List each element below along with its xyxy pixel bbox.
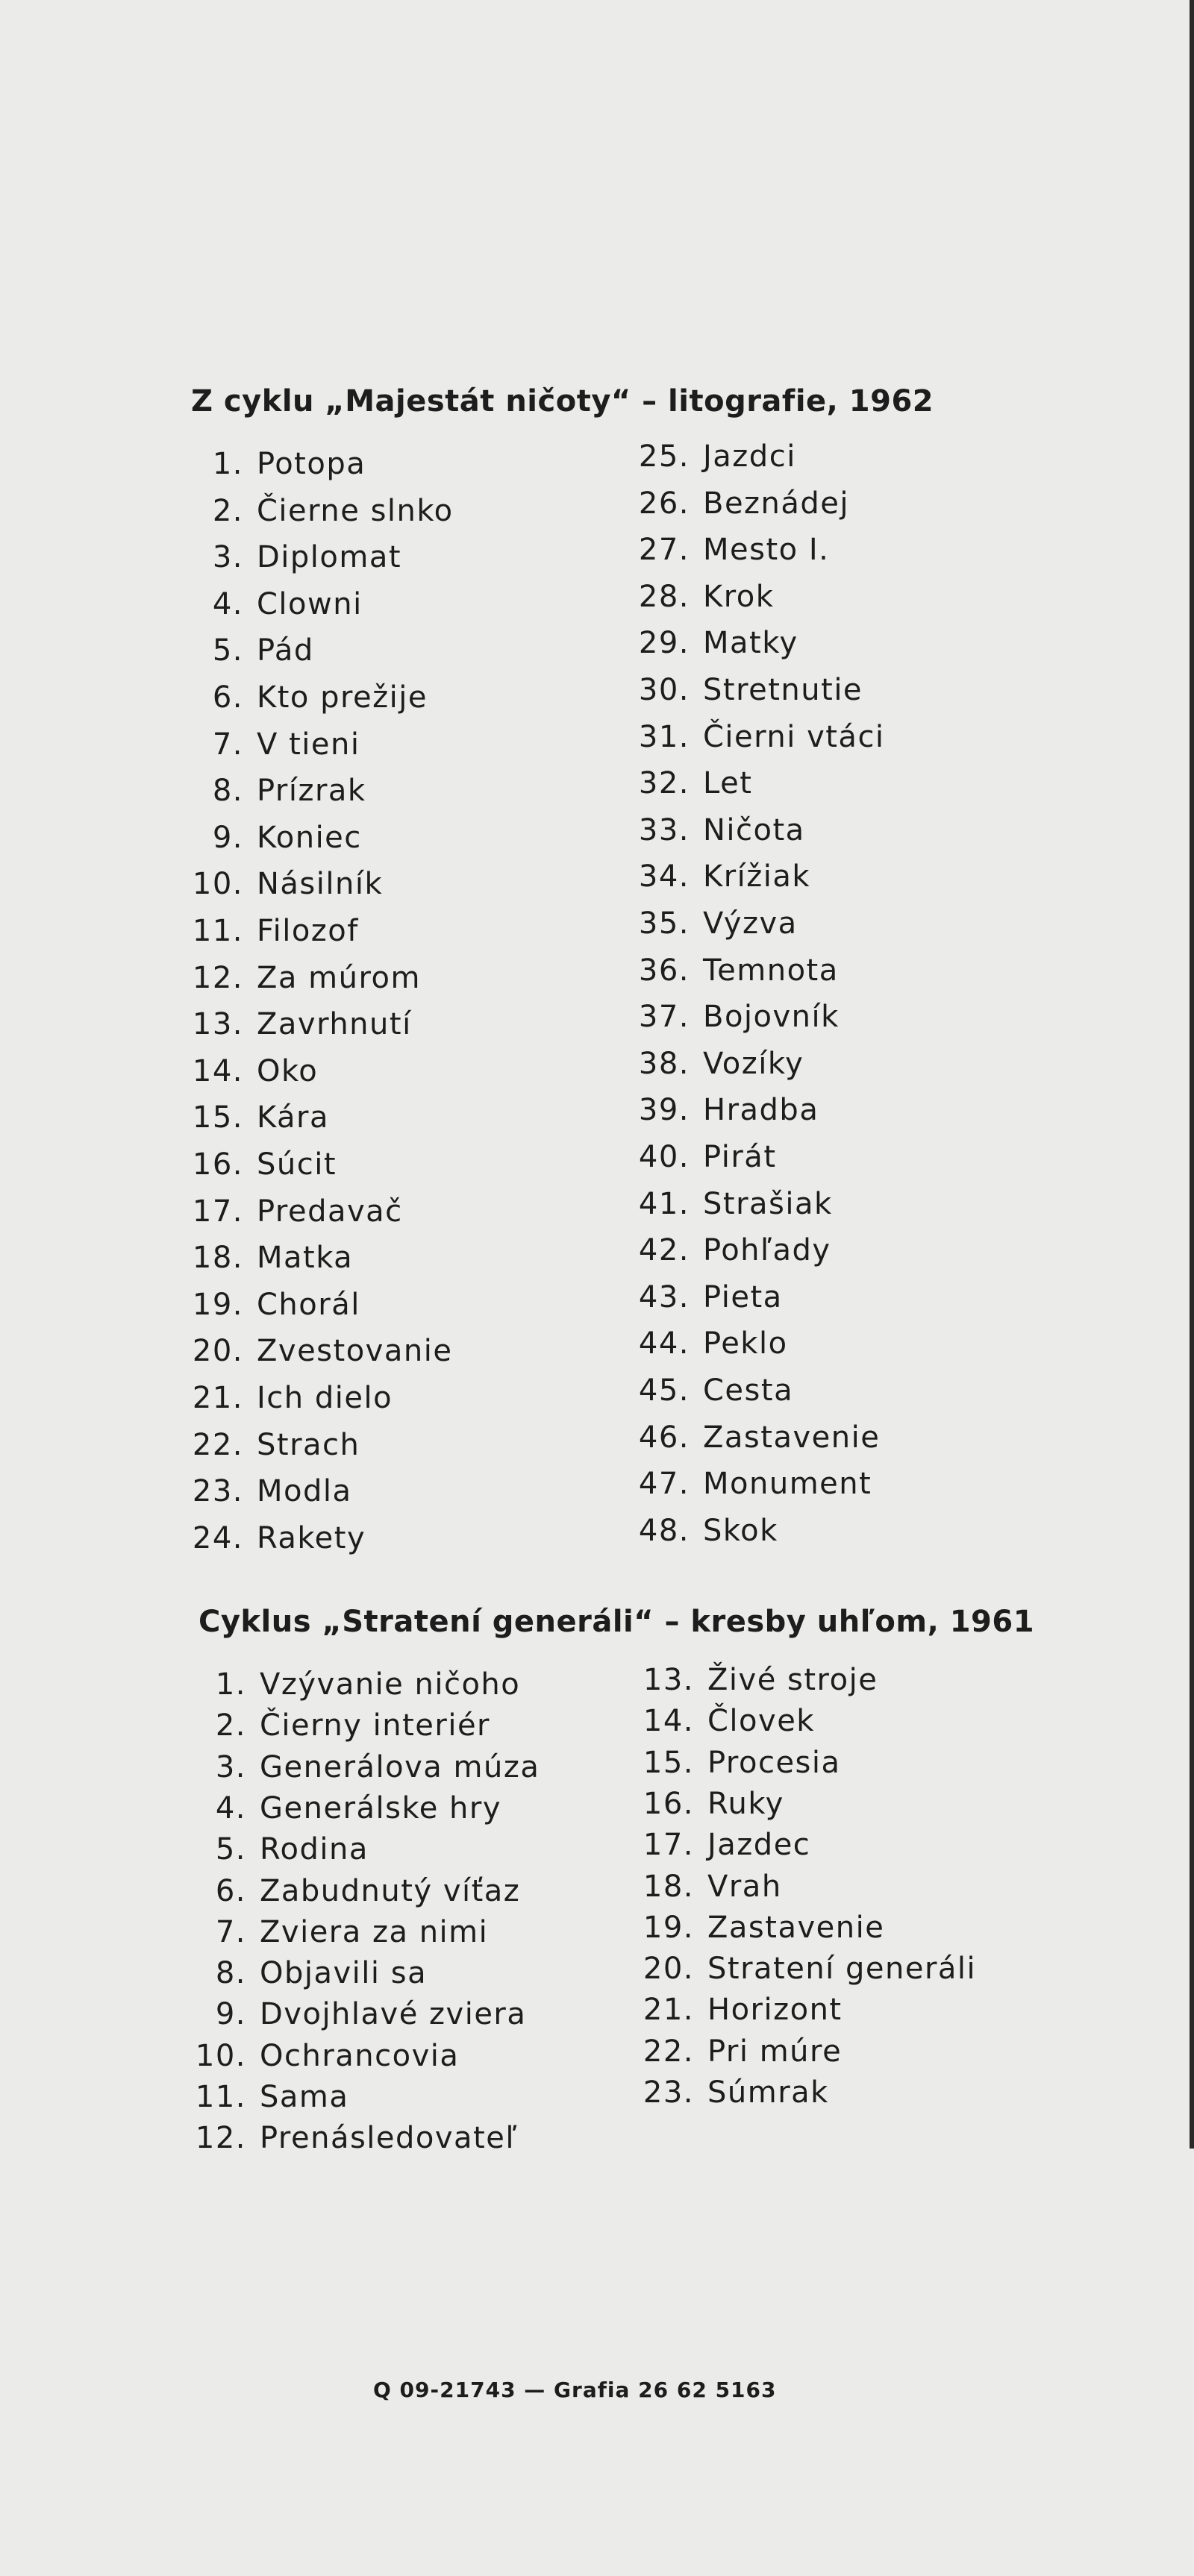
list-item [188,1832,369,1867]
item-number: 20. [192,1334,243,1369]
item-number: 41. [638,1186,690,1221]
item-number: 6. [212,680,243,715]
item-number: 17. [643,1828,694,1863]
item-title: Súcit [257,1147,337,1182]
list-item [187,1007,412,1042]
item-number: 2. [215,1708,246,1743]
list-item [633,486,850,521]
item-number: 15. [643,1745,694,1780]
list-item [187,1241,354,1276]
list-item [633,439,796,474]
item-title: Pirát [703,1140,777,1174]
list-item [633,1373,794,1408]
item-number: 9. [212,820,243,855]
item-number: 40. [638,1140,690,1174]
item-number: 3. [215,1749,246,1784]
page-edge-shadow [1190,0,1194,2149]
list-item [187,680,428,715]
list-item [187,1383,393,1413]
item-title: Zastavenie [707,1910,885,1945]
item-number: 13. [643,1663,694,1697]
list-item [187,1147,337,1182]
item-number: 8. [215,1956,246,1991]
item-title: Zastavenie [703,1420,881,1455]
item-title: Jazdec [707,1828,811,1863]
item-number: 5. [215,1832,246,1867]
item-number: 34. [638,859,690,894]
item-title: Čierny interiér [260,1708,491,1743]
item-number: 38. [638,1046,690,1081]
item-title: Filozof [257,914,359,948]
item-title: Rakety [257,1520,366,1555]
item-number: 35. [638,906,690,941]
item-title: Horizont [707,1993,843,2028]
item-number: 10. [192,867,243,902]
list-item [633,906,798,941]
list-item [633,579,775,614]
list-item [633,859,811,894]
list-item [187,1334,453,1369]
item-title: Bojovník [703,1000,840,1035]
item-number: 36. [638,953,690,988]
list-item [633,533,830,568]
item-number: 9. [215,1997,246,2032]
item-number: 7. [212,727,243,762]
item-number: 12. [192,960,243,995]
item-title: Prízrak [257,774,366,809]
item-title: Objavili sa [260,1956,428,1991]
item-title: Diplomat [257,540,402,575]
item-title: Stratení generáli [707,1952,977,1987]
item-number: 22. [643,2034,694,2069]
list-item [188,1667,521,1702]
item-number: 15. [192,1100,243,1135]
list-item [187,727,360,762]
list-item [636,1786,784,1821]
list-item [187,540,402,575]
item-title: Živé stroje [707,1663,878,1697]
list-item [187,1053,319,1088]
item-title: Za múrom [257,960,421,995]
item-number: 21. [643,1993,694,2028]
section-heading-lithographs: Z cyklu „Majestát ničoty“ – litografie, 1962 [191,384,934,419]
item-title: Potopa [257,447,366,481]
item-title: Peklo [703,1326,788,1361]
item-title: Vrah [707,1869,782,1904]
item-title: Generálova múza [260,1749,540,1784]
item-number: 12. [195,2121,246,2156]
item-number: 11. [192,914,243,948]
item-title: Predavač [257,1194,403,1229]
list-item [187,1520,366,1555]
item-title: Výzva [703,906,798,941]
item-number: 33. [638,812,690,847]
list-item [633,1326,788,1361]
item-title: Cesta [703,1373,794,1408]
list-item [188,1956,428,1991]
list-item [633,675,863,705]
item-title: Matky [703,626,798,661]
item-number: 1. [215,1667,246,1702]
item-number: 39. [638,1093,690,1128]
item-title: Pád [257,633,314,668]
list-item [636,1745,841,1780]
item-title: Súmrak [707,2075,829,2110]
item-number: 1. [212,447,243,481]
item-title: Pri múre [707,2034,843,2069]
item-title: Násilník [257,867,384,902]
list-item [633,1279,783,1314]
list-item [633,1142,777,1172]
item-title: Matka [257,1241,354,1276]
item-title: Zviera za nimi [260,1914,489,1949]
item-title: Modla [257,1474,352,1509]
item-number: 14. [643,1704,694,1739]
item-number: 32. [638,766,690,801]
item-title: Zabudnutý víťaz [260,1873,521,1908]
list-item [187,1427,360,1462]
item-number: 29. [638,626,690,661]
list-item [633,1046,804,1081]
item-number: 44. [638,1326,690,1361]
list-item [187,1287,360,1322]
item-number: 23. [643,2075,694,2110]
list-item [188,1873,521,1908]
list-item [633,953,839,988]
item-title: Človek [707,1704,815,1739]
item-title: Clowni [257,586,363,621]
list-item [636,1869,782,1904]
item-title: Dvojhlavé zviera [260,1997,527,2032]
item-title: Čierne slnko [257,493,454,528]
item-title: Strach [257,1427,360,1462]
item-title: Pieta [703,1279,783,1314]
list-item [636,1910,885,1945]
list-item [188,2082,348,2112]
list-item [188,2038,460,2073]
item-title: Ich dielo [257,1381,393,1415]
list-item [187,586,363,621]
item-title: Ochrancovia [260,2038,460,2073]
item-number: 37. [638,1000,690,1035]
item-number: 4. [215,1790,246,1826]
list-item [187,449,366,479]
item-number: 3. [212,540,243,575]
item-title: Jazdci [703,439,796,474]
item-title: Zvestovanie [257,1334,453,1369]
list-item [187,493,454,528]
item-title: Prenásledovateľ [260,2121,518,2156]
item-number: 7. [215,1914,246,1949]
item-number: 20. [643,1952,694,1987]
list-item [633,1186,833,1221]
item-title: Hradba [703,1093,819,1128]
list-item [633,1513,778,1548]
item-number: 13. [192,1007,243,1042]
item-title: Procesia [707,1745,841,1780]
item-title: Skok [703,1513,778,1548]
item-number: 16. [192,1147,243,1182]
list-item [187,916,359,946]
item-number: 47. [638,1467,690,1502]
item-number: 19. [643,1910,694,1945]
list-item [633,626,798,661]
item-title: Temnota [703,953,839,988]
item-title: Krok [703,579,775,614]
list-item [633,719,885,754]
item-number: 6. [215,1873,246,1908]
list-item [633,1467,872,1502]
item-number: 4. [212,586,243,621]
item-title: Sama [260,2080,349,2114]
item-number: 31. [638,719,690,754]
item-title: Kára [257,1100,329,1135]
item-number: 18. [643,1869,694,1904]
item-title: Strašiak [703,1186,833,1221]
item-title: Stretnutie [703,673,863,707]
item-number: 2. [212,493,243,528]
list-item [636,2034,843,2069]
item-number: 30. [638,673,690,707]
item-title: Krížiak [703,859,811,894]
item-title: Mesto I. [703,533,830,568]
list-item [187,1474,352,1509]
list-item [636,2075,829,2110]
item-title: Koniec [257,820,362,855]
item-title: Kto prežije [257,680,428,715]
list-item [636,1993,843,2028]
list-item [187,820,362,855]
list-item [636,1828,811,1863]
item-title: Vzývanie ničoho [260,1667,521,1702]
section-heading-charcoal-drawings: Cyklus „Stratení generáli“ – kresby uhľom, 1961 [199,1605,1035,1639]
list-item [633,1233,831,1268]
item-number: 43. [638,1279,690,1314]
list-item [187,1194,403,1229]
item-title: Vozíky [703,1046,804,1081]
item-number: 21. [192,1381,243,1415]
item-number: 48. [638,1513,690,1548]
list-item [636,1665,878,1695]
list-item [188,1749,540,1784]
item-number: 46. [638,1420,690,1455]
item-number: 22. [192,1427,243,1462]
item-title: Zavrhnutí [257,1007,412,1042]
item-title: V tieni [257,727,360,762]
item-number: 45. [638,1373,690,1408]
list-item [187,960,421,995]
item-number: 14. [192,1053,243,1088]
item-title: Ruky [707,1786,784,1821]
list-item [188,1997,527,2032]
item-number: 28. [638,579,690,614]
item-number: 24. [192,1520,243,1555]
list-item [633,766,753,801]
list-item [636,1952,977,1987]
item-number: 8. [212,774,243,809]
item-title: Pohľady [703,1233,831,1268]
item-title: Monument [703,1467,872,1502]
list-item [188,1790,502,1826]
list-item [187,1100,329,1135]
item-number: 16. [643,1786,694,1821]
item-title: Čierni vtáci [703,719,885,754]
item-title: Chorál [257,1287,360,1322]
item-title: Beznádej [703,486,850,521]
item-number: 25. [638,439,690,474]
list-item [187,774,366,809]
print-code-footer: Q 09-21743 — Grafia 26 62 5163 [373,2378,777,2402]
item-title: Generálske hry [260,1790,502,1826]
item-title: Let [703,766,753,801]
item-number: 19. [192,1287,243,1322]
item-number: 42. [638,1233,690,1268]
item-number: 5. [212,633,243,668]
list-item [633,1000,840,1035]
list-item [188,1914,489,1949]
list-item [187,633,314,668]
item-number: 18. [192,1241,243,1276]
list-item [633,1420,881,1455]
item-number: 26. [638,486,690,521]
item-title: Ničota [703,812,805,847]
list-item [633,812,805,847]
item-number: 17. [192,1194,243,1229]
list-item [636,1704,815,1739]
item-number: 27. [638,533,690,568]
item-number: 10. [195,2038,246,2073]
item-title: Oko [257,1053,319,1088]
item-number: 23. [192,1474,243,1509]
list-item [633,1093,819,1128]
item-number: 11. [195,2080,246,2114]
list-item [187,867,384,902]
item-title: Rodina [260,1832,369,1867]
list-item [188,1708,491,1743]
list-item [188,2121,518,2156]
